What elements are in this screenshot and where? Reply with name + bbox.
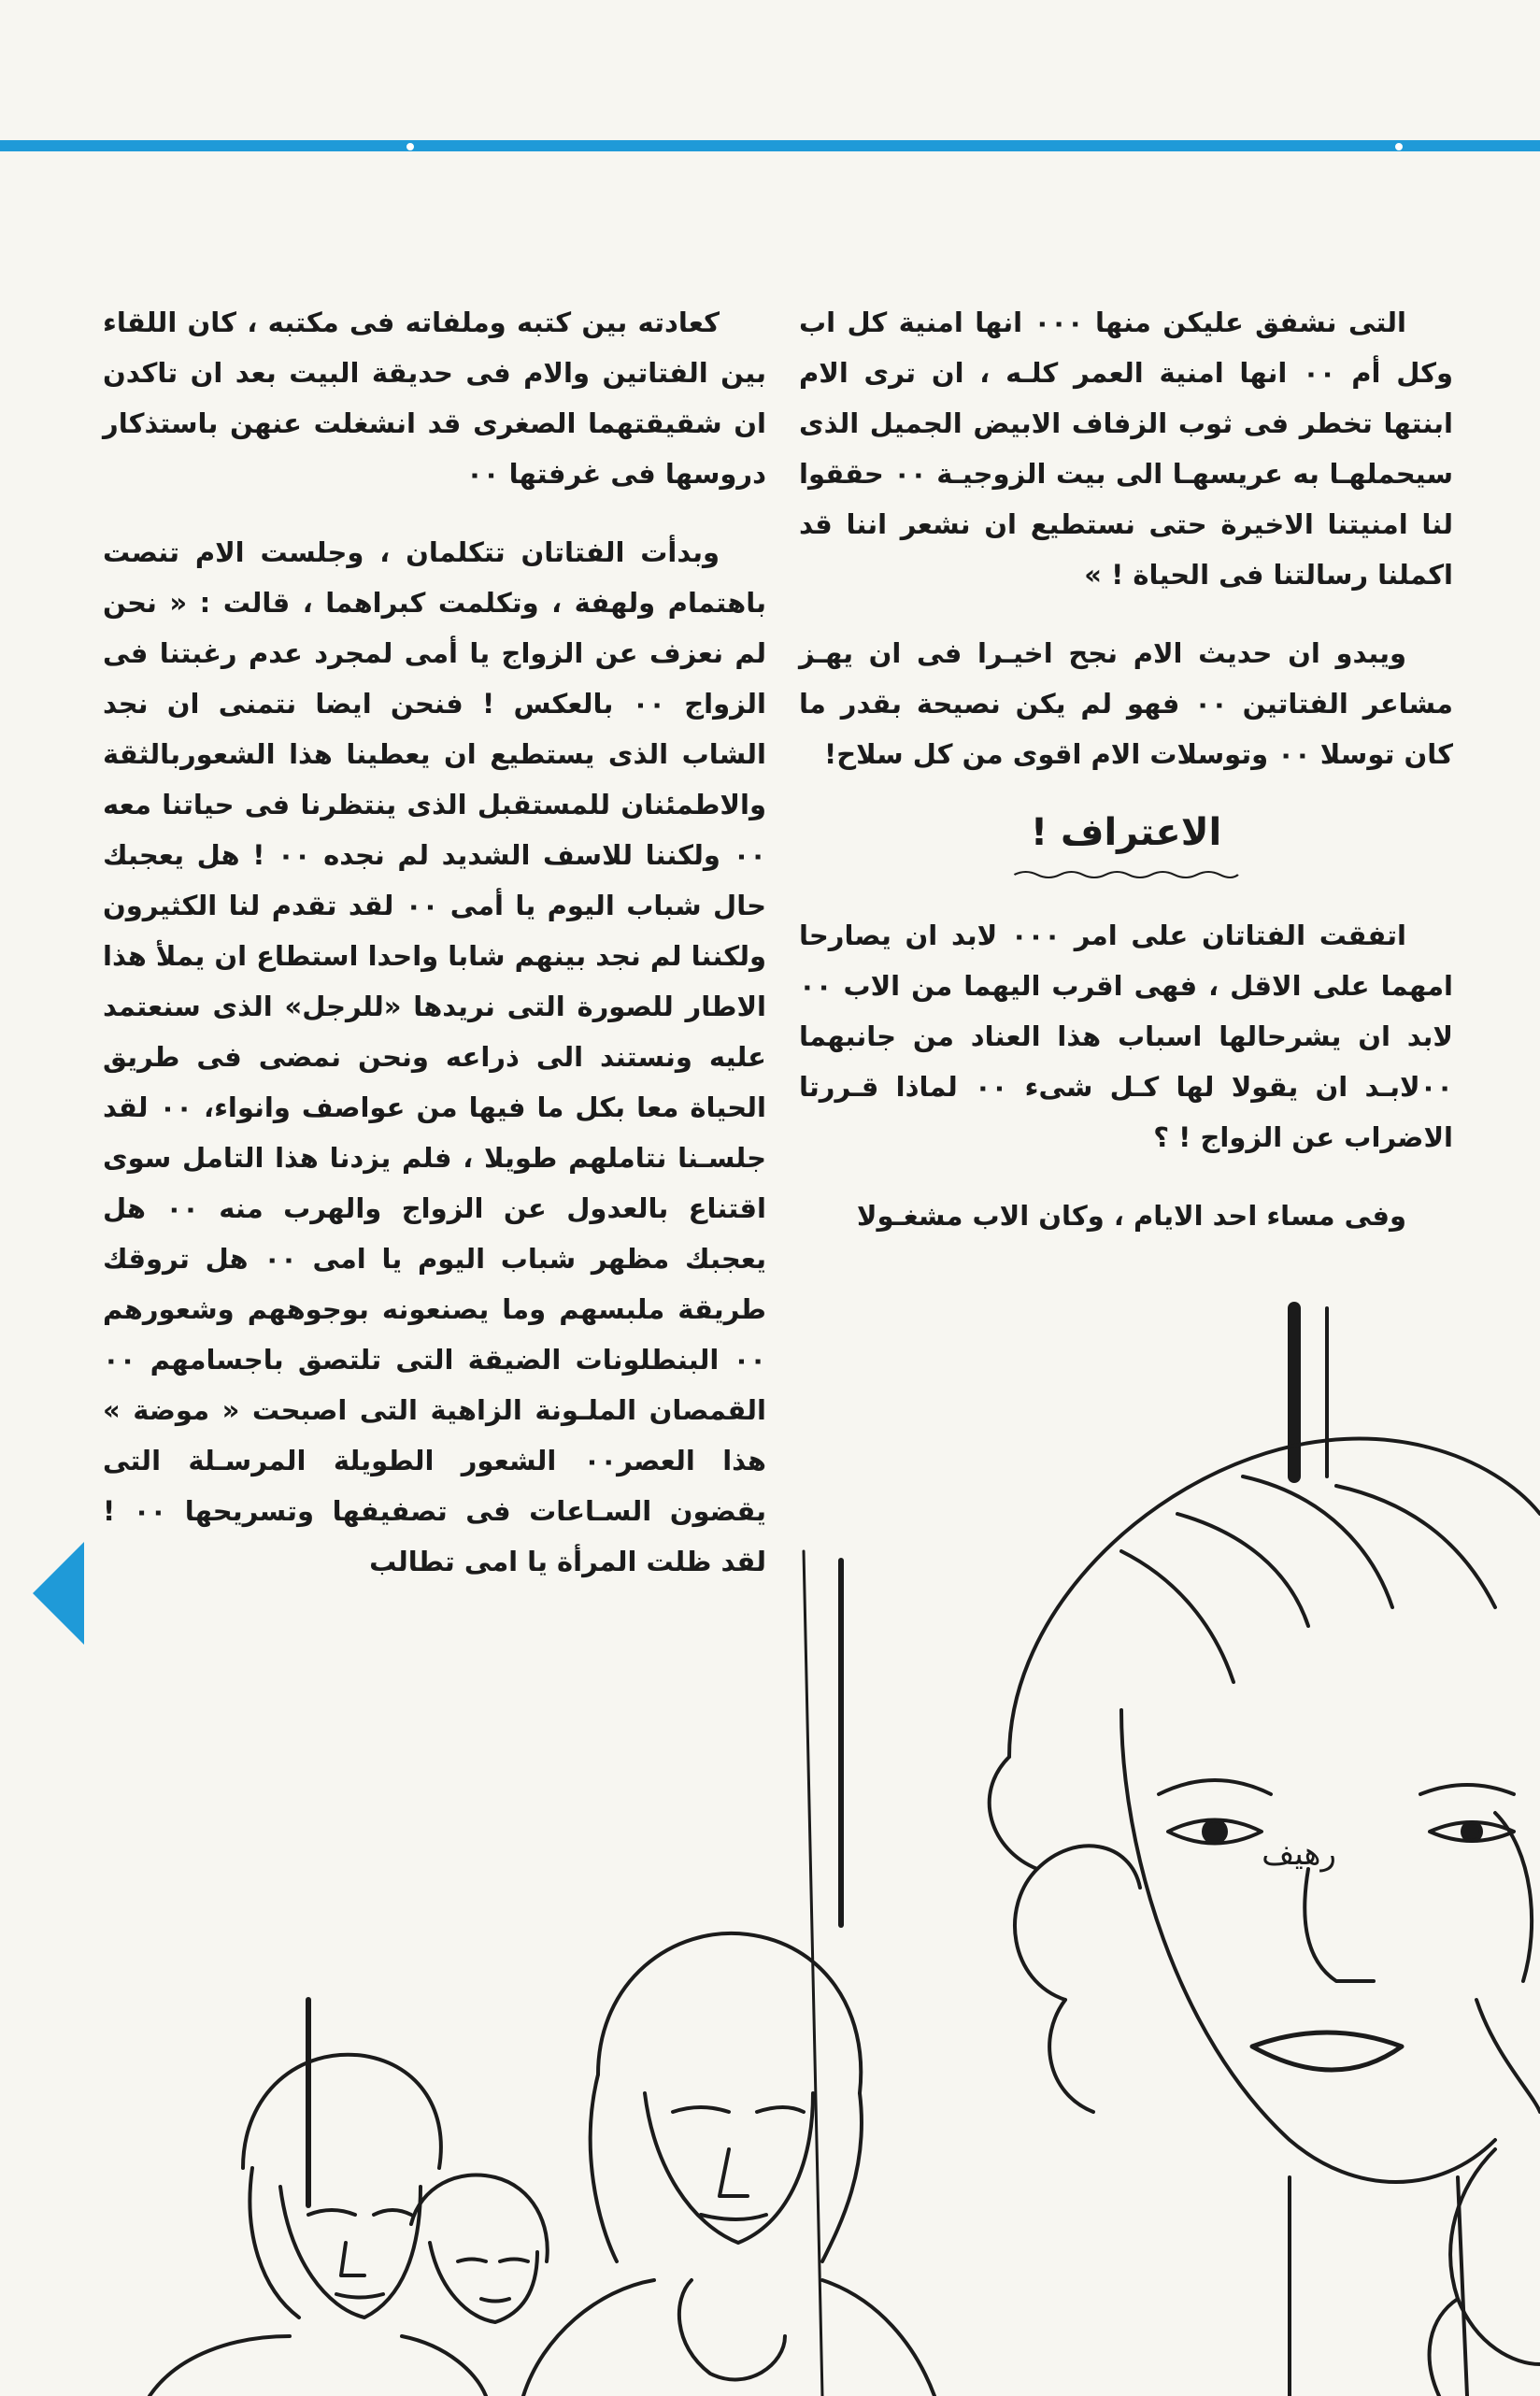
- paragraph: التى نشفق عليكن منها ٠٠٠ انها امنية كل اب وكل أم ٠٠ انها امنية العمر كلـه ، ان ترى الام ابنتها تخطر فى ثوب الزفاف الابيض الجميل الذى سيحملهـا به عريسهـا الى بيت الزوجيـة ٠٠ حققوا لنا امنيتنا الاخيرة حتى نستطيع ان نشعر اننا قد اكملنا رسالتنا فى الحياة ! »: [799, 307, 1453, 591]
- text-column-right: [799, 297, 1453, 1269]
- paragraph: اتفقت الفتاتان على امر ٠٠٠ لابد ان يصارحا امهما على الاقل ، فهى اقرب اليهما من الاب ٠٠ لابد ان يشرحالها اسباب هذا العناد من جانبهما ٠٠لابـد ان يقولا لها كـل شىء ٠٠ لماذا قـررتا الاضراب عن الزواج ! ؟: [799, 920, 1453, 1153]
- section-heading: [799, 807, 1453, 873]
- paragraph: وبدأت الفتاتان تتكلمان ، وجلست الام تنصت باهتمام ولهفة ، وتكلمت كبراهما ، قالت : « نحن لم نعزف عن الزواج يا أمى لمجرد عدم رغبتنا فى الزواج ٠٠ بالعكس ! فنحن ايضا نتمنى ان نجد الشاب الذى يستطيع ان يعطينا هذا الشعوربالثقة والاطمئنان للمستقبل الذى ينتظرنا فى حياتنا معه ٠٠ ولكننا للاسف الشديد لم نجده ٠٠ ! هل يعجبك حال شباب اليوم يا أمى ٠٠ لقد تقدم لنا الكثيرون ولكننا لم نجد بينهم شابا واحدا استطاع ان يملأ هذا الاطار للصورة التى نريدها «للرجل» الذى سنعتمد عليه ونستند الى ذراعه ونحن نمضى فى طريق الحياة معا بكل ما فيها من عواصف وانواء، ٠٠ لقد جلسـنا نتاملهم طويلا ، فلم يزدنا هذا التامل سوى اقتناع بالعدول عن الزواج والهرب منه ٠٠ هل يعجبك مظهر شباب اليوم يا امى ٠٠ هل تروقك طريقة ملبسهم وما يصنعونه بوجوههم وشعورهم ٠٠ البنطلونات الضيقة التى تلتصق باجسامهم ٠٠ القمصان الملـونة الزاهية التى اصبحت « موضة » هذا العصر٠٠ الشعور الطويلة المرسـلة التى يقضون السـاعات فى تصفيفها وتسريحها ٠٠ ! لقد ظلت المرأة يا امى تطالب: [103, 536, 767, 1577]
- paragraph: كعادته بين كتبه وملفاته فى مكتبه ، كان اللقاء بين الفتاتين والام فى حديقة البيت بعد ان تاكدن ان شقيقتهما الصغرى قد انشغلت عنهن باستذكار دروسها فى غرفتها ٠٠: [103, 307, 766, 490]
- paragraph: ويبدو ان حديث الام نجح اخيـرا فى ان يهـز مشاعر الفتاتين ٠٠ فهو لم يكن نصيحة بقدر ما كان توسلا ٠٠ وتوسلات الام اقوى من كل سلاح!: [799, 637, 1454, 770]
- rule-ornament: [406, 142, 415, 151]
- top-blue-rule: [0, 140, 1540, 151]
- artist-signature: رهيف: [1262, 1835, 1336, 1873]
- section-heading-text: الاعتراف !: [1030, 811, 1222, 854]
- illustration: [0, 1271, 1540, 2396]
- heading-underline: [1012, 867, 1240, 882]
- paragraph: وفى مساء احد الايام ، وكان الاب مشغـولا: [856, 1200, 1406, 1232]
- rule-ornament: [1394, 142, 1404, 151]
